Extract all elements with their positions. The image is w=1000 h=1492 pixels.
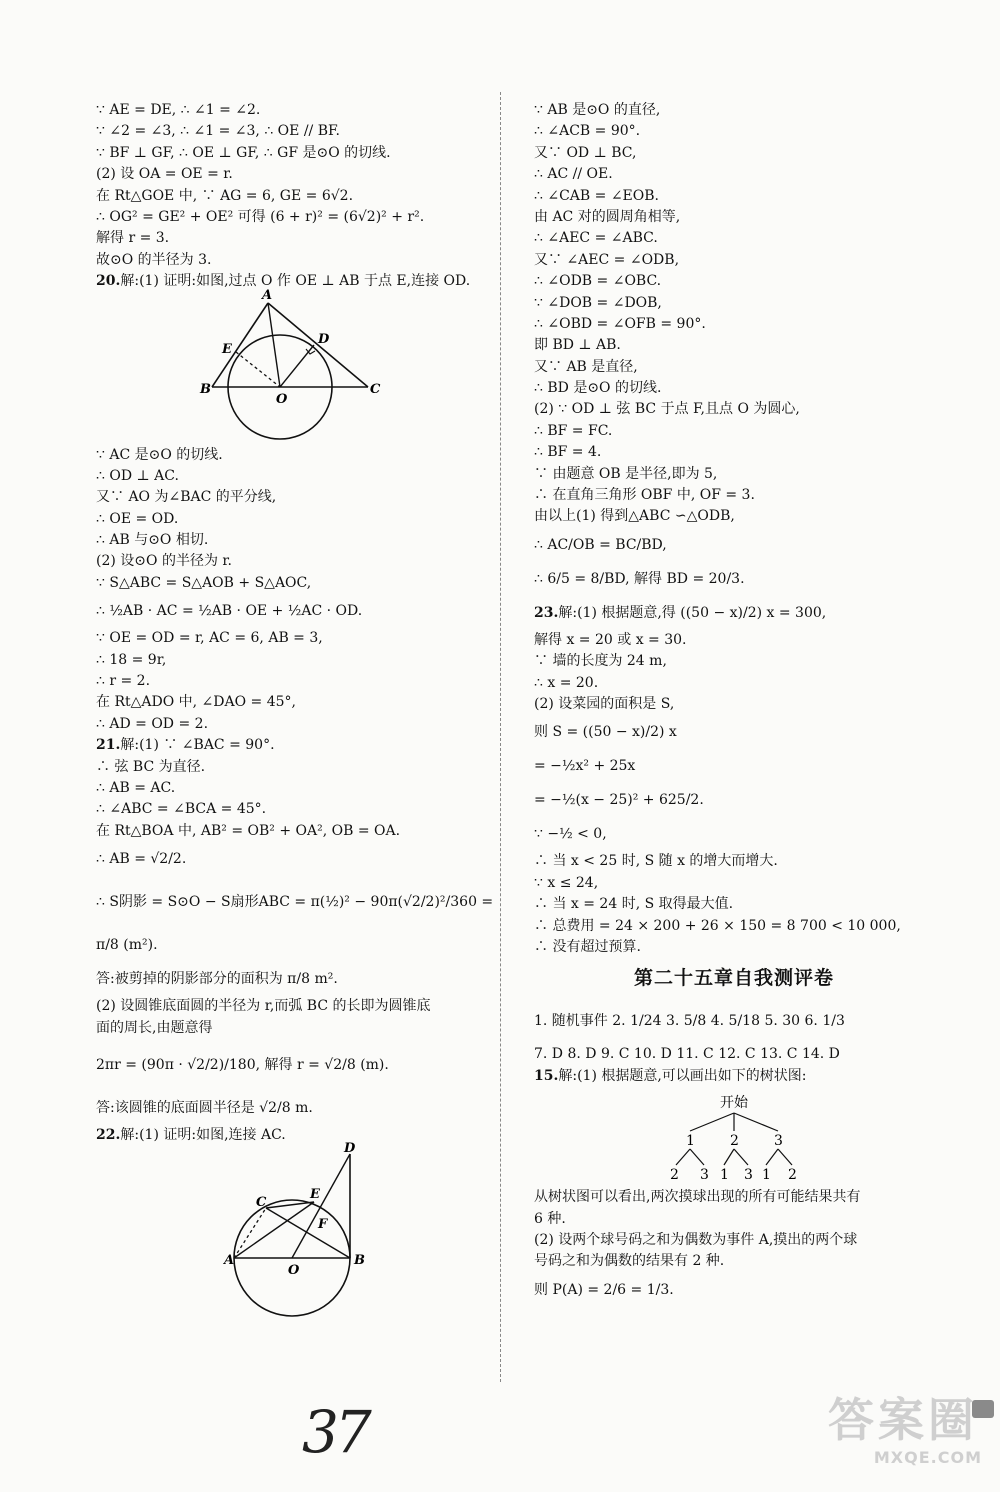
text-line	[96, 671, 488, 692]
tree-l2-0-0: 2	[670, 1167, 679, 1184]
text-line	[96, 996, 488, 1017]
line-text: 解:(1) 证明:如图,过点 O 作 OE ⊥ AB 于点 E,连接 OD.	[120, 273, 471, 290]
text-line	[96, 962, 488, 996]
text-line	[534, 783, 934, 817]
text-line	[534, 228, 934, 249]
line-text: ∴ AC/OB = BC/BD,	[534, 536, 667, 553]
line-text: 由 AC 对的圆周角相等,	[534, 208, 681, 225]
line-text: ∴ x = 20.	[534, 674, 599, 691]
text-line	[96, 164, 488, 185]
line-text: ∴ ∠ACB = 90°.	[534, 123, 641, 140]
tree-l2-1-1: 3	[744, 1167, 753, 1184]
line-text: ∴ 6/5 = 8/BD, 解得 BD = 20/3.	[534, 570, 745, 587]
line-text: 故⊙O 的半径为 3.	[96, 251, 212, 268]
line-text: ∵ AE = DE, ∴ ∠1 = ∠2.	[96, 102, 261, 118]
handwritten-page-number: 37	[302, 1398, 368, 1466]
tree-l2-0-1: 3	[700, 1167, 709, 1184]
text-line	[534, 817, 934, 851]
right-column	[534, 100, 934, 1307]
line-text: ∴ AD = OD = 2.	[96, 715, 209, 732]
text-line	[96, 876, 494, 928]
line-text: 号码之和为偶数的结果有 2 种.	[534, 1253, 725, 1270]
text-line	[96, 594, 488, 628]
fig20-label-a: A	[262, 287, 273, 303]
line-text: 解得 x = 20 或 x = 30.	[534, 631, 687, 648]
text-line	[96, 445, 488, 466]
line-text: 6 种.	[534, 1210, 566, 1227]
text-line	[96, 121, 488, 142]
text-line	[96, 628, 488, 649]
text-line	[534, 937, 934, 958]
text-line	[96, 143, 488, 164]
text-line	[96, 735, 488, 756]
line-text: ∴ ∠OBD = ∠OFB = 90°.	[534, 315, 706, 332]
tree-root: 开始	[720, 1095, 748, 1112]
text-line	[534, 916, 934, 937]
text-line	[534, 715, 934, 749]
text-line	[534, 143, 934, 164]
fig22-label-c: C	[256, 1195, 267, 1211]
line-text: ∵ −½ < 0,	[534, 826, 607, 843]
text-line	[534, 506, 934, 527]
text-line	[534, 378, 934, 399]
line-text: ∵ 由题意 OB 是半径,即为 5,	[534, 465, 718, 482]
line-text: ∴ ∠CAB = ∠EOB.	[534, 187, 659, 204]
text-line	[534, 1273, 934, 1307]
text-line	[534, 314, 934, 335]
text-line	[96, 799, 488, 820]
text-line	[96, 1018, 488, 1039]
text-line	[96, 692, 488, 713]
line-text: 解:(1) 根据题意,可以画出如下的树状图:	[558, 1067, 807, 1084]
line-text: ∴ 总费用 = 24 × 200 + 26 × 150 = 8 700 < 10 000,	[534, 917, 901, 934]
line-text: (2) 设 OA = OE = r.	[96, 166, 233, 183]
fig20-label-e: E	[222, 341, 232, 357]
line-text: ∵ ∠2 = ∠3, ∴ ∠1 = ∠3, ∴ OE // BF.	[96, 123, 340, 140]
line-text: 由以上(1) 得到△ABC ∽△ODB,	[534, 508, 735, 525]
text-line	[534, 1209, 934, 1230]
text-line	[96, 551, 488, 572]
line-text: 2πr = (90π · √2/2)/180, 解得 r = √2/8 (m).	[96, 1056, 389, 1073]
line-text: = −½(x − 25)² + 625/2.	[534, 792, 704, 809]
text-line	[96, 466, 488, 487]
line-text: 又∵ ∠AEC = ∠ODB,	[534, 251, 680, 268]
text-line	[534, 1187, 934, 1208]
text-line	[534, 596, 934, 630]
text-line	[534, 271, 934, 292]
line-text: (2) 设圆锥底面圆的半径为 r,而弧 BC 的长即为圆锥底	[96, 998, 431, 1015]
line-text: 解得 r = 3.	[96, 230, 170, 247]
line-text: 在 Rt△GOE 中, ∵ AG = 6, GE = 6√2.	[96, 187, 354, 204]
text-line	[96, 228, 488, 249]
fig22-label-o: O	[288, 1263, 300, 1279]
line-text: ∴ 当 x < 25 时, S 随 x 的增大而增大.	[534, 853, 778, 870]
right-block-a	[534, 100, 934, 958]
line-text: ∵ ∠DOB = ∠DOB,	[534, 294, 662, 311]
text-line	[534, 293, 934, 314]
line-text: 则 S = ((50 − x)/2) x	[534, 724, 677, 741]
line-text: ∴ AB 与⊙O 相切.	[96, 532, 209, 549]
fig22-label-d: D	[344, 1141, 356, 1157]
line-text: 在 Rt△ADO 中, ∠DAO = 45°,	[96, 694, 296, 711]
text-line	[534, 894, 934, 915]
text-line	[534, 528, 934, 562]
line-text: π/8 (m²).	[96, 937, 158, 954]
fig20-label-d: D	[318, 331, 330, 347]
fig22-label-b: B	[354, 1253, 365, 1269]
line-text: 又∵ AO 为∠BAC 的平分线,	[96, 489, 277, 506]
line-text: (2) ∵ OD ⊥ 弦 BC 于点 F,且点 O 为圆心,	[534, 401, 800, 418]
text-line	[96, 1091, 488, 1125]
figure-20	[96, 287, 488, 441]
text-line	[534, 121, 934, 142]
line-text: = −½x² + 25x	[534, 758, 636, 775]
fig22-label-f: F	[318, 1217, 328, 1233]
question-number: 23.	[534, 604, 559, 621]
line-text: ∴ OD ⊥ AC.	[96, 467, 179, 484]
line-text: 从树状图可以看出,两次摸球出现的所有可能结果共有	[534, 1189, 861, 1206]
section-title: 第二十五章自我测评卷	[633, 967, 834, 990]
line-text: ∴ 18 = 9r,	[96, 651, 167, 668]
text-line	[96, 714, 488, 735]
line-text: ∴ S阴影 = S⊙O − S扇形ABC = π(½)² − 90π(√2/2)²/360 =	[96, 894, 494, 911]
line-text: ∴ AB = √2/2.	[96, 851, 187, 868]
text-line	[534, 186, 934, 207]
text-line	[534, 851, 934, 872]
line-text: ∵ S△ABC = S△AOB + S△AOC,	[96, 574, 312, 591]
line-text: ∴ BD 是⊙O 的切线.	[534, 380, 662, 397]
line-text: ∴ 在直角三角形 OBF 中, OF = 3.	[534, 487, 755, 504]
line-text: ∴ ∠AEC = ∠ABC.	[534, 230, 658, 247]
line-text: (2) 设⊙O 的半径为 r.	[96, 553, 232, 570]
line-text: 解:(1) ∵ ∠BAC = 90°.	[120, 737, 275, 754]
line-text: ∴ r = 2.	[96, 673, 151, 690]
text-line	[534, 694, 934, 715]
line-text: 在 Rt△BOA 中, AB² = OB² + OA², OB = OA.	[96, 822, 401, 839]
line-text: 则 P(A) = 2/6 = 1/3.	[534, 1281, 674, 1298]
question-number: 15.	[534, 1067, 559, 1084]
line-text: 解:(1) 证明:如图,连接 AC.	[120, 1126, 286, 1143]
line-text: 又∵ OD ⊥ BC,	[534, 144, 637, 161]
figure-22	[96, 1141, 488, 1300]
question-number: 22.	[96, 1126, 121, 1143]
tree-l2-1-0: 1	[720, 1167, 729, 1184]
line-text: ∵ OE = OD = r, AC = 6, AB = 3,	[96, 630, 323, 647]
left-column	[96, 100, 494, 1304]
text-line	[534, 421, 934, 442]
text-line	[96, 271, 488, 292]
question-number: 20.	[96, 273, 121, 290]
text-line	[534, 749, 934, 783]
line-text: ∴ ∠ODB = ∠OBC.	[534, 273, 662, 290]
text-line	[96, 573, 488, 594]
line-text: ∴ OE = OD.	[96, 510, 179, 527]
line-text: (2) 设菜园的面积是 S,	[534, 695, 675, 712]
line-text: ∴ ½AB · AC = ½AB · OE + ½AC · OD.	[96, 603, 363, 620]
tree-l2-2-0: 1	[762, 1167, 771, 1184]
text-line	[534, 651, 934, 672]
text-line	[534, 335, 934, 356]
line-text: ∵ x ≤ 24,	[534, 874, 599, 891]
text-line	[534, 399, 934, 420]
line-text: ∴ 当 x = 24 时, S 取得最大值.	[534, 896, 734, 913]
line-text: ∵ AB 是⊙O 的直径,	[534, 102, 661, 118]
fig22-label-a: A	[224, 1253, 235, 1269]
text-line	[96, 487, 488, 508]
text-line	[534, 164, 934, 185]
line-text: 解:(1) 根据题意,得 ((50 − x)/2) x = 300,	[558, 604, 827, 621]
text-line	[534, 873, 934, 894]
text-line	[96, 186, 488, 207]
text-line	[534, 442, 934, 463]
line-text: 答:被剪掉的阴影部分的面积为 π/8 m².	[96, 971, 338, 988]
tree-l1-0: 1	[686, 1133, 695, 1150]
text-line	[534, 207, 934, 228]
text-line	[534, 464, 934, 485]
text-line	[534, 1251, 934, 1272]
text-line	[96, 1125, 488, 1146]
text-line	[534, 357, 934, 378]
line-text: ∴ 弦 BC 为直径.	[96, 758, 206, 775]
line-text: ∴ AB = AC.	[96, 779, 176, 796]
text-line	[534, 485, 934, 506]
text-line	[96, 100, 488, 121]
line-text: (2) 设两个球号码之和为偶数为事件 A,摸出的两个球	[534, 1231, 858, 1248]
text-line	[96, 250, 488, 271]
line-text: ∴ 没有超过预算.	[534, 938, 641, 955]
text-line	[96, 650, 488, 671]
text-line	[534, 100, 934, 121]
text-line	[534, 562, 934, 596]
line-text: ∵ AC 是⊙O 的切线.	[96, 446, 223, 463]
tree-l2-2-1: 2	[788, 1167, 797, 1184]
line-text: ∴ OG² = GE² + OE² 可得 (6 + r)² = (6√2)² + r².	[96, 208, 425, 225]
text-line	[96, 928, 488, 962]
text-line	[96, 778, 488, 799]
column-divider	[500, 92, 501, 1382]
fig20-label-c: C	[370, 381, 381, 397]
text-line	[96, 821, 488, 842]
line-text: ∴ BF = 4.	[534, 444, 602, 461]
left-block-b	[96, 445, 494, 1147]
text-line	[534, 630, 934, 651]
text-line	[534, 1066, 934, 1087]
line-text: 面的周长,由题意得	[96, 1019, 213, 1036]
fig20-label-b: B	[200, 381, 211, 397]
tree-l1-1: 2	[730, 1133, 739, 1150]
answers-row-2: 7. D 8. D 9. C 10. D 11. C 12. C 13. C 14. D	[534, 1046, 840, 1063]
fig20-label-o: O	[276, 391, 288, 407]
line-text: ∴ AC // OE.	[534, 166, 613, 183]
question-number: 21.	[96, 737, 121, 754]
tree-diagram	[534, 1091, 934, 1183]
fig22-label-e: E	[310, 1187, 320, 1203]
q15-block-b	[534, 1187, 934, 1307]
text-line	[96, 509, 488, 530]
text-line	[96, 842, 488, 876]
text-line	[96, 207, 488, 228]
text-line	[534, 250, 934, 271]
line-text: 又∵ AB 是直径,	[534, 358, 638, 375]
text-line	[96, 530, 488, 551]
text-line	[96, 1039, 488, 1091]
tree-l1-2: 3	[774, 1133, 783, 1150]
line-text: 即 BD ⊥ AB.	[534, 337, 621, 354]
q15-block-a	[534, 1066, 934, 1087]
left-block-a	[96, 100, 488, 293]
text-line	[534, 1230, 934, 1251]
line-text: 答:该圆锥的底面圆半径是 √2/8 m.	[96, 1099, 313, 1116]
line-text: ∵ BF ⊥ GF, ∴ OE ⊥ GF, ∴ GF 是⊙O 的切线.	[96, 144, 391, 161]
line-text: ∵ 墙的长度为 24 m,	[534, 653, 667, 670]
watermark-url: MXQE.COM	[873, 1448, 982, 1467]
line-text: ∴ ∠ABC = ∠BCA = 45°.	[96, 801, 267, 818]
text-line	[96, 757, 488, 778]
watermark-logo: 答案圈	[828, 1393, 978, 1447]
line-text: ∴ BF = FC.	[534, 422, 613, 439]
watermark	[828, 1392, 988, 1474]
answers-row-1: 1. 随机事件 2. 1/24 3. 5/8 4. 5/18 5. 30 6. 1/3	[534, 1013, 845, 1030]
text-line	[534, 673, 934, 694]
